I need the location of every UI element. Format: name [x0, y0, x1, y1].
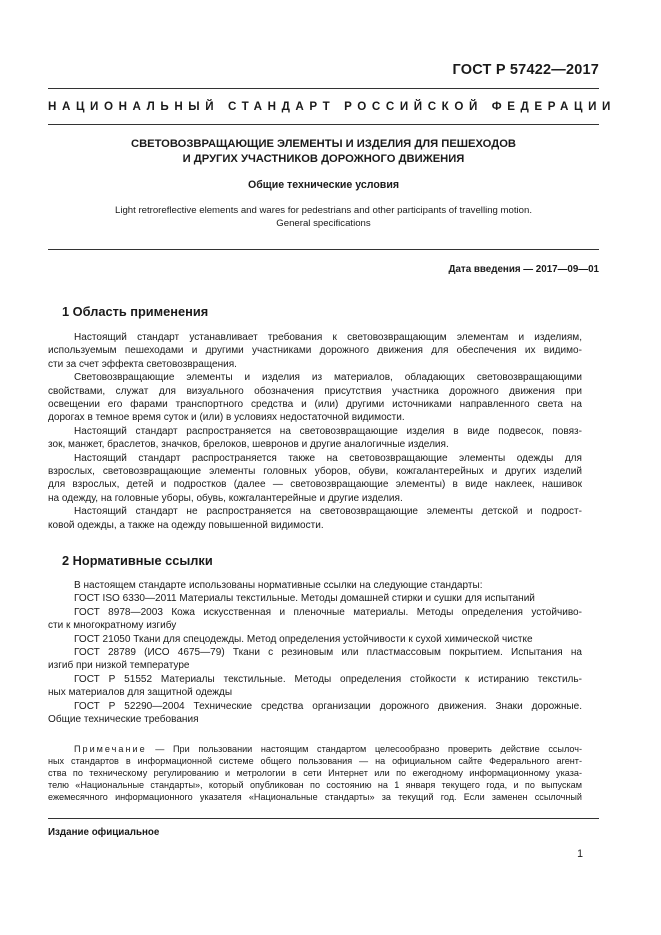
section-2-note [48, 743, 582, 803]
s1-p1-l3: сти за счет эффекта световозвращения. [48, 358, 237, 370]
s2-ref-6-l1: ГОСТ Р 52290—2004 Технические средства организации дорожного движения. Знаки дорожные. [74, 700, 582, 712]
s2-ref-6-l2: Общие технические требования [48, 714, 199, 726]
title-rule [48, 249, 599, 250]
page-number: 1 [577, 848, 583, 860]
s1-p2-l4: дорогах в темное время суток и (или) в условиях недостаточной видимости. [48, 412, 405, 424]
s1-p2-l2: свойствами, служат для визуального обозначения присутствия участника дорожного движения при [48, 385, 582, 397]
s2-ref-3: ГОСТ 21050 Ткани для спецодежды. Метод определения устойчивости к сухой химической чистке [74, 633, 533, 645]
s1-p5-l2: ковой одежды, а также на одежду повышенной видимости. [48, 519, 324, 531]
banner-rule [48, 124, 599, 125]
s1-p5-l1: Настоящий стандарт не распространяется на световозвращающие элементы детской и подрост- [74, 506, 582, 518]
note-l3: ства по техническому регулированию и метрологии в сети Интернет или по ежегодному информационному указа- [48, 768, 582, 779]
s2-ref-5-l2: ных материалов для защитной одежды [48, 687, 233, 699]
section-2-heading: 2 Нормативные ссылки [62, 553, 213, 568]
title-ru-subtitle: Общие технические условия [247, 179, 400, 191]
note-label: Примечание [74, 744, 147, 754]
section-1-heading: 1 Область применения [62, 304, 209, 319]
s1-p2-l3: освещении его фарами транспортного средства и (или) другими источниками направленного света на [48, 399, 582, 411]
note-l4: телю «Национальные стандарты», который опубликован по состоянию на 1 января текущего года, и по выпускам [48, 780, 582, 791]
note-l1 [48, 743, 582, 755]
footer-rule [48, 818, 599, 819]
note-l1-text: — При пользовании настоящим стандартом целесообразно проверить действие ссылоч- [146, 744, 582, 754]
title-en-line2: General specifications [276, 217, 371, 229]
s2-ref-2-l1: ГОСТ 8978—2003 Кожа искусственная и пленочные материалы. Методы определения устойчиво- [74, 606, 582, 618]
s1-p1-l2: используемым пешеходами и другими участниками дорожного движения для обеспечения их видимо- [48, 345, 582, 357]
s2-ref-4-l2: изгиб при низкой температуре [48, 660, 190, 672]
s1-p4-l1: Настоящий стандарт распространяется также на световозвращающие элементы одежды для [74, 452, 582, 464]
s2-ref-2-l2: сти к многократному изгибу [48, 620, 177, 632]
s1-p4-l4: на одежду, на головные уборы, обувь, кожгалантерейные и другие изделия. [48, 492, 403, 504]
section-1-body [48, 331, 582, 532]
s2-ref-4-l1: ГОСТ 28789 (ИСО 4675—79) Ткани с резиновым или пластмассовым покрытием. Испытания на [74, 647, 582, 659]
note-l2: ных стандартов в информационной системе общего пользования — на официальном сайте Федерального агент- [48, 756, 582, 767]
note-l5: ежемесячного информационного указателя «Национальные стандарты» за текущий год. Если заменен ссылочный [48, 792, 582, 803]
title-block [48, 137, 599, 191]
edition-label: Издание официальное [48, 827, 160, 838]
date-of-introduction: Дата введения — 2017—09—01 [448, 264, 599, 275]
s1-p1-l1: Настоящий стандарт устанавливает требования к световозвращающим элементам и изделиям, [74, 332, 582, 343]
s2-intro: В настоящем стандарте использованы нормативные ссылки на следующие стандарты: [74, 580, 483, 591]
title-en-line1: Light retroreflective elements and wares for pedestrians and other participants of travelling motion. [114, 205, 532, 216]
s2-ref-5-l1: ГОСТ Р 51552 Материалы текстильные. Методы определения стойкости к истиранию текстиль- [74, 673, 582, 685]
s1-p4-l2: взрослых, световозвращающие элементы головных уборов, обуви, кожгалантерейных и других изделий [48, 466, 582, 478]
s1-p2-l1: Световозвращающие элементы и изделия из материалов, обладающих световозвращающими [74, 372, 582, 384]
s1-p3-l1: Настоящий стандарт распространяется на световозвращающие изделия в виде подвесок, повяз- [74, 425, 582, 437]
title-ru-line2: И ДРУГИХ УЧАСТНИКОВ ДОРОЖНОГО ДВИЖЕНИЯ [182, 152, 465, 165]
s1-p3-l2: зок, манжет, браслетов, значков, брелоков, шевронов и другие аналогичные изделия. [48, 439, 449, 451]
national-standard-banner: НАЦИОНАЛЬНЫЙ СТАНДАРТ РОССИЙСКОЙ ФЕДЕРАЦИИ [48, 100, 616, 113]
s2-ref-1: ГОСТ ISO 6330—2011 Материалы текстильные. Методы домашней стирки и сушки для испытаний [74, 593, 535, 605]
title-ru-line1: СВЕТОВОЗВРАЩАЮЩИЕ ЭЛЕМЕНТЫ И ИЗДЕЛИЯ ДЛЯ ПЕШЕХОДОВ [131, 138, 516, 150]
standard-number: ГОСТ Р 57422—2017 [452, 62, 599, 78]
s1-p4-l3: для взрослых, детей и подростков (далее — световозвращающие элементы) в виде наклеек, нашивок [48, 479, 582, 491]
title-en [48, 205, 599, 230]
section-2-body [48, 579, 582, 726]
top-rule [48, 88, 599, 89]
